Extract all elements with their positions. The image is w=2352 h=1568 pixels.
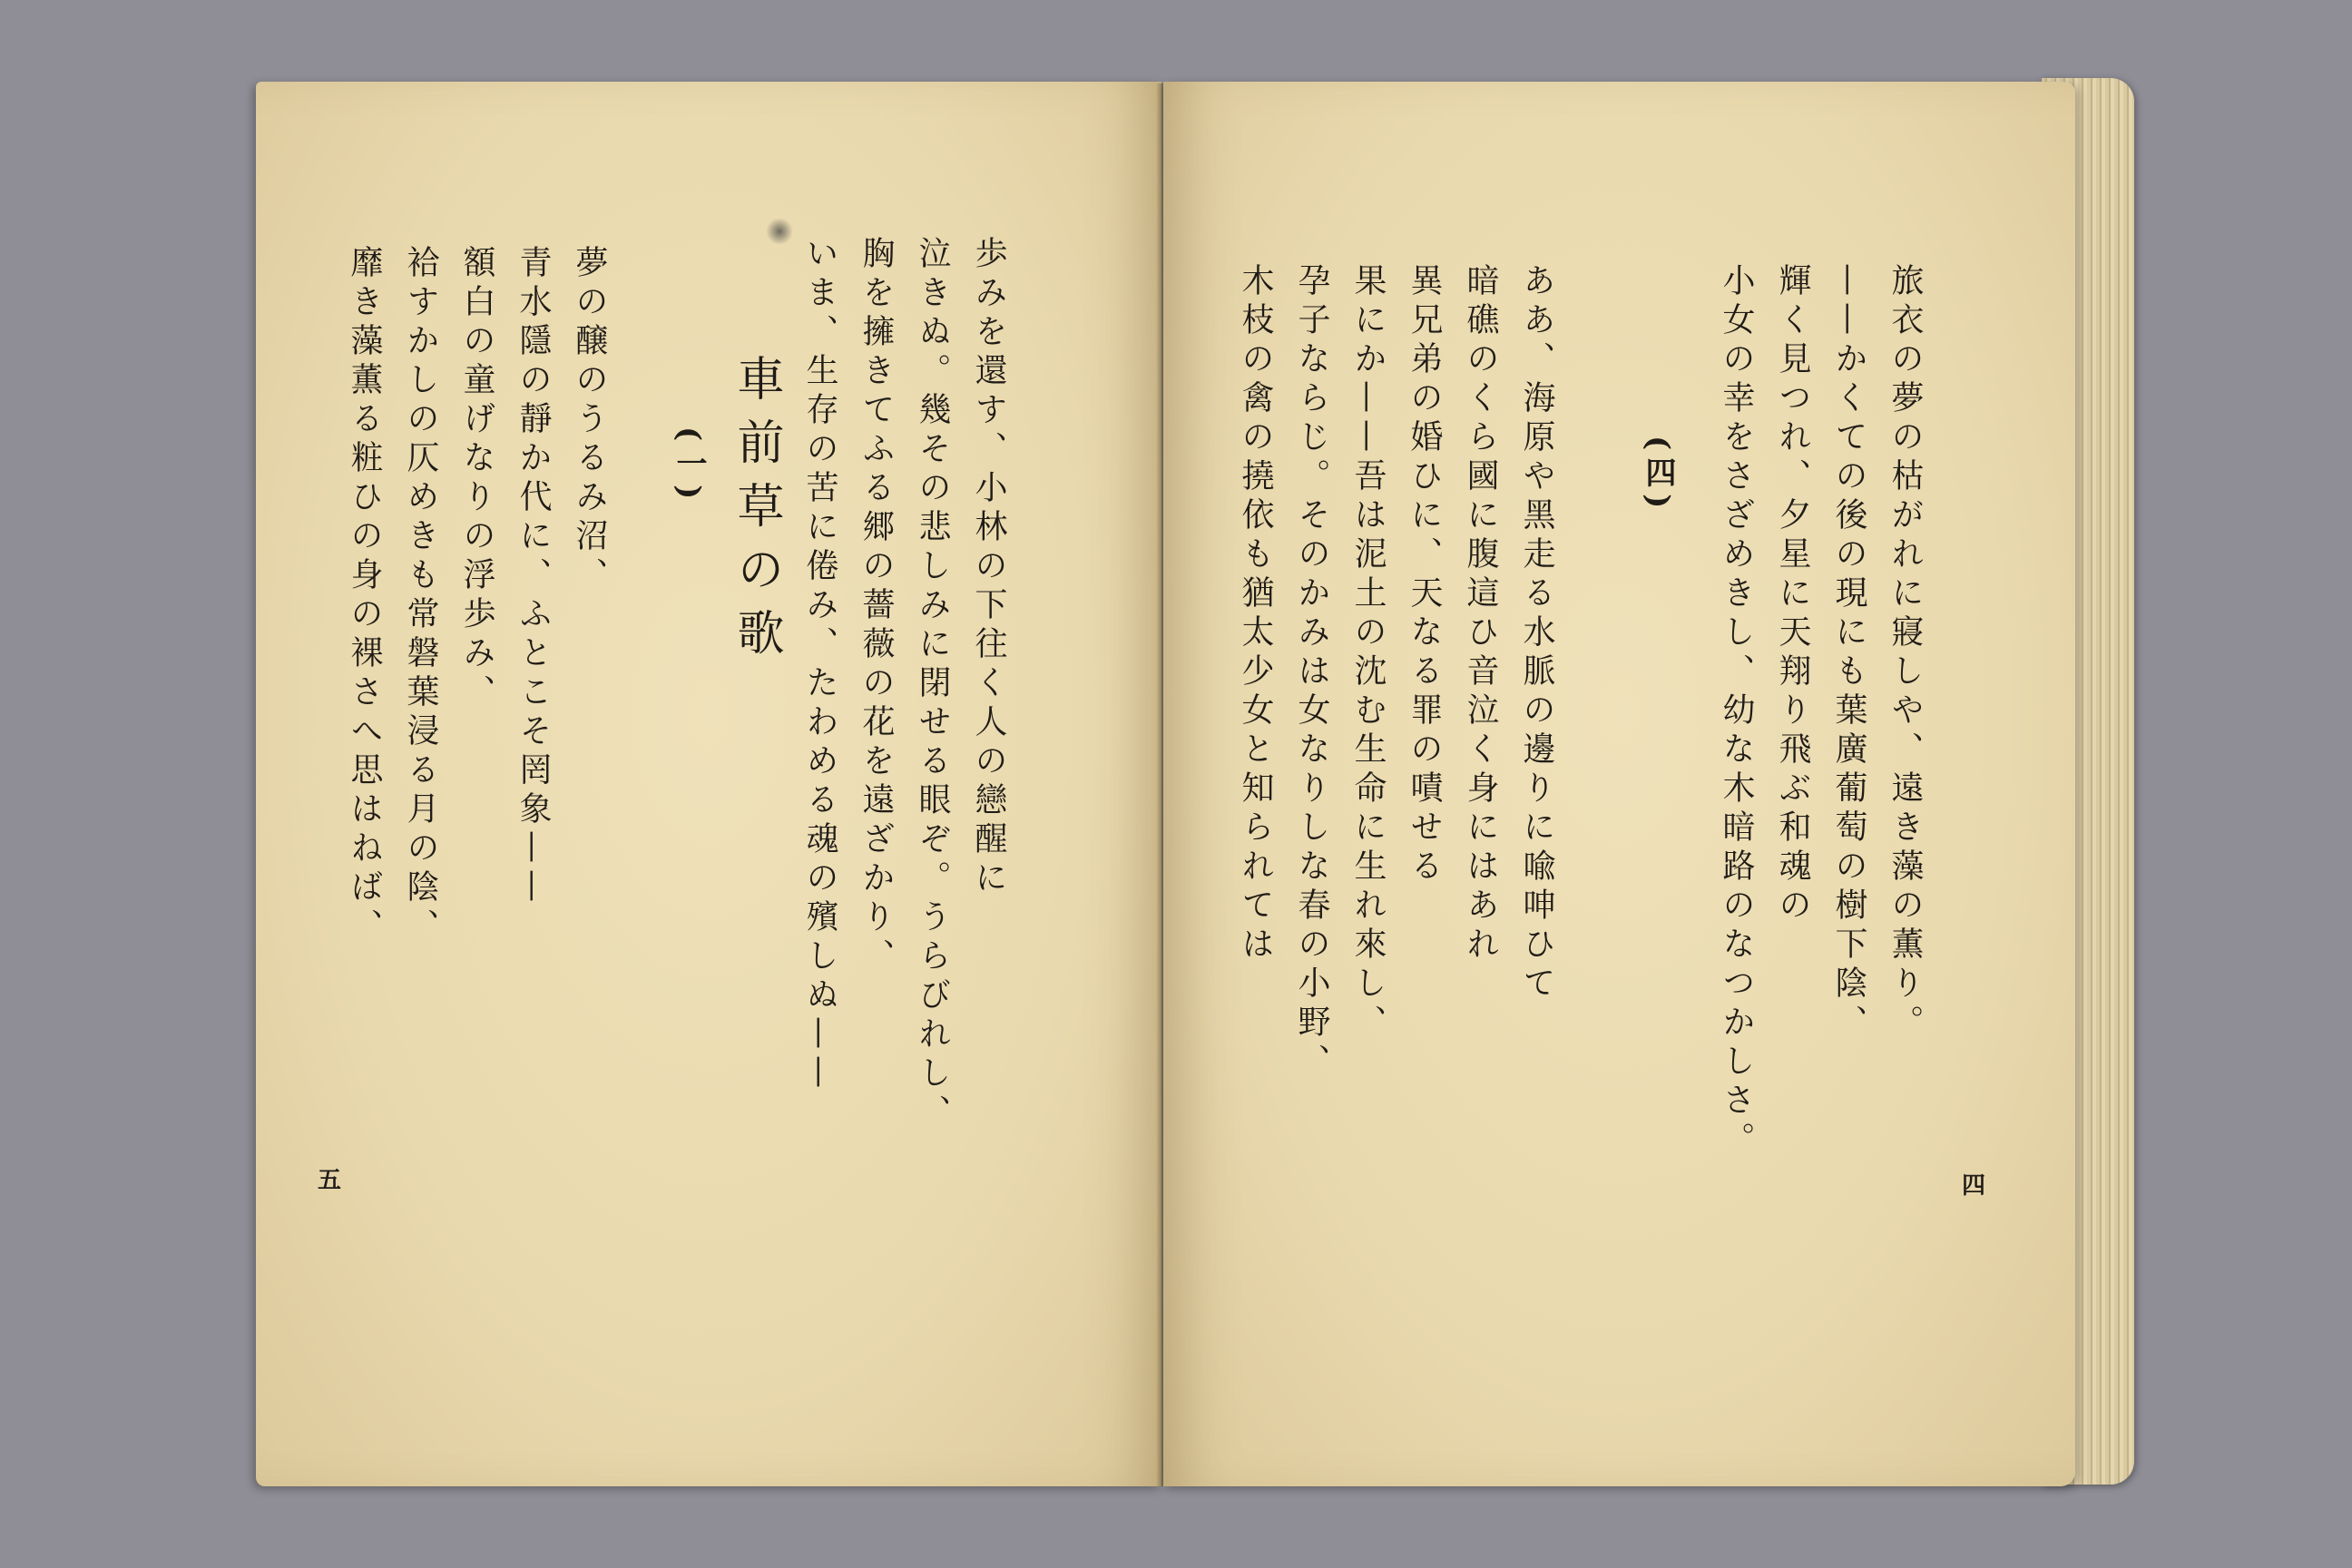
stanza-line: 暗礁のくら國に腹這ひ音泣く身にはあれ <box>1462 263 1499 965</box>
right-page <box>1163 82 2075 1486</box>
stanza-one <box>1708 263 1933 1161</box>
section-label-text: (四) <box>1640 436 1676 515</box>
stanza-line: 旅衣の夢の枯がれに寢しや、遠き藻の薫り。 <box>1886 263 1924 1044</box>
intro-block <box>791 236 1016 1133</box>
section-label <box>661 426 717 505</box>
stanza-line: 孕子ならじ。そのかみは女なりしな春の小野、 <box>1293 263 1330 1083</box>
poem-title-text: 車前草の歌 <box>729 354 783 671</box>
stanza-line: 果にか——吾は泥土の沈む生命に生れ來し、 <box>1349 263 1387 1044</box>
ink-stain <box>766 218 793 245</box>
poem-line: 額白の童げなりの浮歩み、 <box>458 245 495 713</box>
stanza-two <box>1227 263 1564 1083</box>
intro-line: いま、生存の苦に倦み、たわめる魂の殯しぬ—— <box>801 236 838 1094</box>
stanza-line: 異兄弟の婚ひに、天なる罪の嘖せる <box>1406 263 1443 887</box>
intro-line: 歩みを還す、小林の下往く人の戀醒に <box>970 236 1007 899</box>
stanza-line: ——かくての後の現にも葉廣葡萄の樹下陰、 <box>1830 263 1867 1044</box>
intro-line: 胸を擁きてふる郷の薔薇の花を遠ざかり、 <box>858 236 895 977</box>
poem-block <box>336 245 617 947</box>
page-number: 四 <box>1962 1172 1986 1200</box>
stanza-line: 輝く見つれ、夕星に天翔り飛ぶ和魂の <box>1774 263 1811 926</box>
poem-line: 青水隱の靜か代に、ふとこそ罔象—— <box>514 245 552 908</box>
poem-title <box>728 354 784 671</box>
stanza-line: 小女の幸をさざめきし、幼な木暗路のなつかしさ。 <box>1718 263 1755 1161</box>
stanza-line: ああ、海原や黑走る水脈の邊りに喩呻ひて <box>1518 263 1555 1004</box>
poem-line: 夢の醸のうるみ沼、 <box>571 245 608 596</box>
poem-line: 靡き藻薫る粧ひの身の裸さへ思はねば、 <box>346 245 383 947</box>
poem-line: 袷すかしの仄めきも常磐葉浸る月の陰、 <box>402 245 439 947</box>
intro-line: 泣きぬ。幾その悲しみに閉せる眼ぞ。うらびれし、 <box>914 236 951 1133</box>
section-label-text: (一) <box>671 426 707 506</box>
left-page <box>256 82 1161 1486</box>
page-number: 五 <box>318 1167 342 1194</box>
stanza-line: 木枝の禽の撓依も猶太少女と知られては <box>1237 263 1274 965</box>
section-label <box>1630 436 1686 514</box>
